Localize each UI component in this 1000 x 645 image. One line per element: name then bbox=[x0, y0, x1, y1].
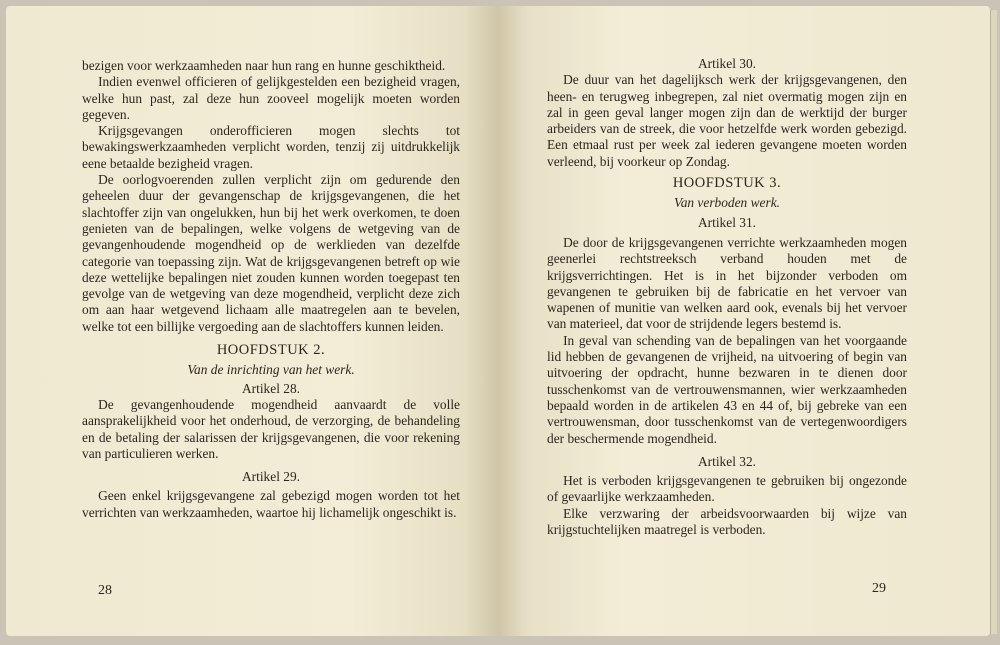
paragraph: De oorlogvoerenden zullen verplicht zijn om gedurende den geheelen duur der gevangenschap de krijgsgevangenen, die het slachtoffer zijn van ongelukken, hun bij het werk overkomen, te doen genieten van de bepalingen, welke volgens de wetgeving van de gevangenhoudende mogendheid op de werklieden van dezelfde categorie van toepassing zijn. Wat de krijgsgevangenen betreft op wie deze wettelijke bepalingen niet zouden kunnen worden toegepast ten gevolge van de wetgeving van deze mogendheid, verplicht deze zich om aan haar wetgevend lichaam alle maatregelen aan te bevelen, welke tot een billijke vergoeding aan de slachtoffers kunnen leiden. bbox=[82, 172, 460, 334]
paragraph: bezigen voor werkzaamheden naar hun rang en hunne geschiktheid. bbox=[82, 58, 446, 73]
article-text: Geen enkel krijgsgevangene zal gebezigd mogen worden tot het verrichten van werkzaamheden, waartoe hij lichamelijk ongeschikt is. bbox=[82, 488, 460, 520]
article-heading: Artikel 28. bbox=[241, 380, 300, 396]
article-text: In geval van schending van de bepalingen van het voorgaande lid hebben de gevangenen de vrijheid, na uitvoering of begin van uitvoering der opdracht, hunne bezwaren in te dienen door tusschenkomst van de vertrouwensmannen, wier werkzaamheden bepaald worden in de artikelen 43 en 44 of, bij gebreke van een vertrouwensman, door tusschenkomst van de vertegenwoordigers der beschermende mogendheid. bbox=[547, 332, 907, 446]
chapter-heading: HOOFDSTUK 3. bbox=[672, 175, 782, 192]
left-page-text bbox=[82, 58, 460, 521]
article-heading: Artikel 29. bbox=[241, 469, 300, 485]
paragraph: Krijgsgevangen onderofficieren mogen slechts tot bewakingswerkzaamheden verplicht worden, tenzij zij uitdrukkelijk eene betaalde bezigheid vragen. bbox=[82, 123, 460, 171]
chapter-subtitle: Van verboden werk. bbox=[674, 195, 780, 211]
article-text: Het is verboden krijgsgevangenen te gebruiken bij ongezonde of gevaarlijke werkzaamheden. bbox=[547, 473, 907, 505]
article-text: De door de krijgsgevangenen verrichte werkzaamheden mogen geenerlei rechtstreeksch verband houden met de krijgsverrichtingen. Het is in het bijzonder verboden om gevangenen te gebruiken bij de fabricatie en het vervoer van wapenen of munitie van welken aard ook, evenals bij het vervoer van materieel, dat voor de strijdende legers bestemd is. bbox=[547, 234, 907, 332]
page-number: 28 bbox=[98, 583, 112, 598]
article-heading: Artikel 30. bbox=[697, 56, 756, 71]
article-heading: Artikel 32. bbox=[697, 453, 756, 469]
chapter-heading: HOOFDSTUK 2. bbox=[216, 342, 326, 359]
article-text: Elke verzwaring der arbeidsvoorwaarden bij wijze van krijgstuchtelijken maatregel is verboden. bbox=[547, 505, 907, 538]
article-text: De gevangenhoudende mogendheid aanvaardt de volle aansprakelijkheid voor het onderhoud, de verzorging, de behandeling en de betaling der salarissen der krijgsgevangenen, die voor rekening van particulieren werken. bbox=[82, 396, 460, 461]
paragraph: Indien evenwel officieren of gelijkgestelden een bezigheid vragen, welke hun past, zal deze hun zooveel mogelijk moeten worden gegeven. bbox=[82, 74, 460, 122]
left-page bbox=[6, 6, 498, 636]
chapter-subtitle: Van de inrichting van het werk. bbox=[187, 362, 355, 378]
article-heading: Artikel 31. bbox=[697, 214, 756, 230]
page-edge bbox=[990, 10, 997, 634]
right-page bbox=[498, 6, 990, 636]
page-number: 29 bbox=[872, 581, 886, 596]
right-page-text bbox=[547, 56, 907, 538]
article-text: De duur van het dagelijksch werk der krijgsgevangenen, den heen- en terugweg inbegrepen, zal niet overmatig mogen zijn en zal in geen geval langer mogen zijn dan de werktijd der burger arbeiders van de streek, die voor hetzelfde werk worden gebezigd. Een etmaal rust per week zal iederen gevangene moeten worden verleend, bij voorkeur op Zondag. bbox=[547, 72, 907, 169]
